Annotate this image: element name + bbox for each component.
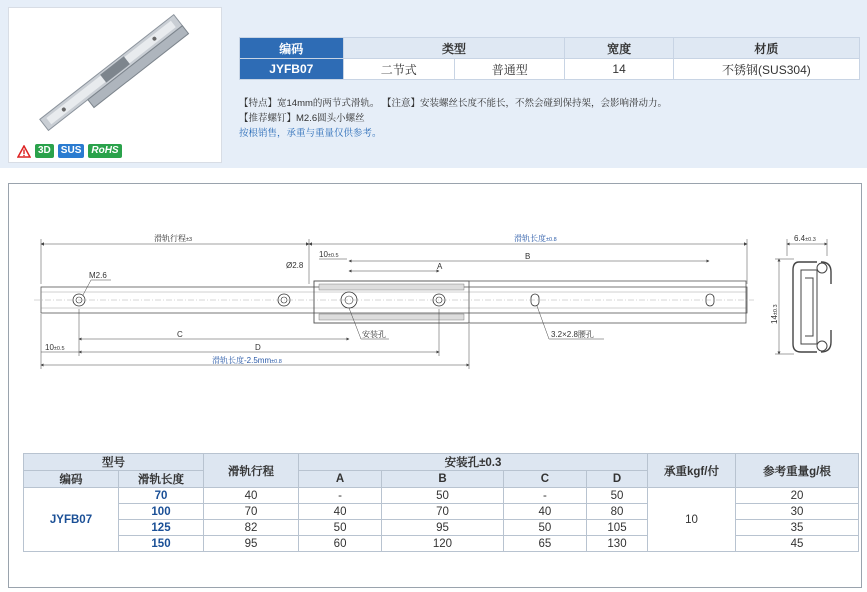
warning-icon (17, 145, 31, 158)
cell-b: 70 (382, 504, 504, 520)
hole-diameter-label: Ø2.8 (286, 261, 304, 270)
th-a: A (299, 471, 382, 488)
spec-code: JYFB07 (240, 59, 344, 80)
table-row (24, 488, 859, 504)
th-travel: 滑轨行程 (204, 454, 299, 488)
notes-feature: 【特点】宽14mm的两节式滑轨。 【注意】安装螺丝长度不能长，不然会碰到保持架，会影响滑动力。 (239, 98, 668, 109)
travel-label: 滑轨行程±3 (154, 234, 193, 243)
row-code: JYFB07 (24, 488, 119, 552)
offset-10-bottom: 10±0.5 (45, 343, 65, 352)
rail-length-minus-label: 滑轨长度-2.5mm±0.8 (212, 356, 282, 365)
3d-badge[interactable]: 3D (35, 144, 54, 158)
cell-load: 10 (648, 488, 736, 552)
cell-len: 100 (119, 504, 204, 520)
th-load: 承重kgf/付 (648, 454, 736, 488)
dim-c-label: C (177, 330, 183, 339)
height-dim-label: 14±0.3 (770, 304, 779, 324)
cell-a: - (299, 488, 382, 504)
cell-weight: 30 (736, 504, 859, 520)
rail-length-label: 滑轨长度±0.8 (514, 234, 557, 243)
th-b: B (382, 471, 504, 488)
spec-table (239, 37, 860, 80)
spec-width: 14 (565, 59, 673, 80)
spec-type-stages: 二节式 (343, 59, 454, 80)
spec-type-kind: 普通型 (455, 59, 565, 80)
cell-a: 60 (299, 536, 382, 552)
spec-header-type: 类型 (343, 38, 565, 59)
cell-c: - (503, 488, 586, 504)
cell-c: 40 (503, 504, 586, 520)
cell-travel: 40 (204, 488, 299, 504)
cell-weight: 45 (736, 536, 859, 552)
screw-size-label: M2.6 (89, 271, 107, 280)
certification-badges (17, 144, 122, 158)
cell-d: 130 (587, 536, 648, 552)
th-holes: 安装孔±0.3 (299, 454, 648, 471)
dim-a-label: A (437, 262, 443, 271)
cell-a: 40 (299, 504, 382, 520)
mount-hole-label: 安装孔 (362, 330, 386, 339)
cell-d: 80 (587, 504, 648, 520)
th-c: C (503, 471, 586, 488)
spec-header-material: 材质 (673, 38, 859, 59)
th-code: 编码 (24, 471, 119, 488)
cell-a: 50 (299, 520, 382, 536)
rohs-badge: RoHS (88, 144, 121, 158)
cell-travel: 70 (204, 504, 299, 520)
product-photo (8, 7, 222, 163)
th-model: 型号 (24, 454, 204, 471)
notes-screw: 【推荐螺钉】M2.6圆头小螺丝 (239, 113, 365, 124)
dim-d-label: D (255, 343, 261, 352)
cell-c: 50 (503, 520, 586, 536)
size-table (23, 453, 859, 552)
spec-material: 不锈钢(SUS304) (673, 59, 859, 80)
cell-travel: 95 (204, 536, 299, 552)
cell-len: 150 (119, 536, 204, 552)
th-rail-len: 滑轨长度 (119, 471, 204, 488)
cell-b: 95 (382, 520, 504, 536)
slot-hole-label: 3.2×2.8腰孔 (551, 330, 594, 339)
cell-len: 70 (119, 488, 204, 504)
th-d: D (587, 471, 648, 488)
cell-travel: 82 (204, 520, 299, 536)
cell-b: 50 (382, 488, 504, 504)
cell-d: 105 (587, 520, 648, 536)
dim-b-label: B (525, 252, 531, 261)
product-header-panel (0, 0, 867, 168)
cell-weight: 20 (736, 488, 859, 504)
th-weight: 参考重量g/根 (736, 454, 859, 488)
offset-10-top: 10±0.5 (319, 250, 339, 259)
spec-header-code: 编码 (240, 38, 344, 59)
slide-rail-image (9, 8, 221, 162)
notes-sales: 按根销售，承重与重量仅供参考。 (239, 128, 382, 139)
cell-d: 50 (587, 488, 648, 504)
cross-section-view (770, 234, 831, 354)
width-dim-label: 6.4±0.3 (794, 234, 816, 243)
cell-c: 65 (503, 536, 586, 552)
cell-len: 125 (119, 520, 204, 536)
cell-weight: 35 (736, 520, 859, 536)
cell-b: 120 (382, 536, 504, 552)
product-notes (239, 96, 667, 141)
sus-badge: SUS (58, 144, 85, 158)
spec-header-width: 宽度 (565, 38, 673, 59)
